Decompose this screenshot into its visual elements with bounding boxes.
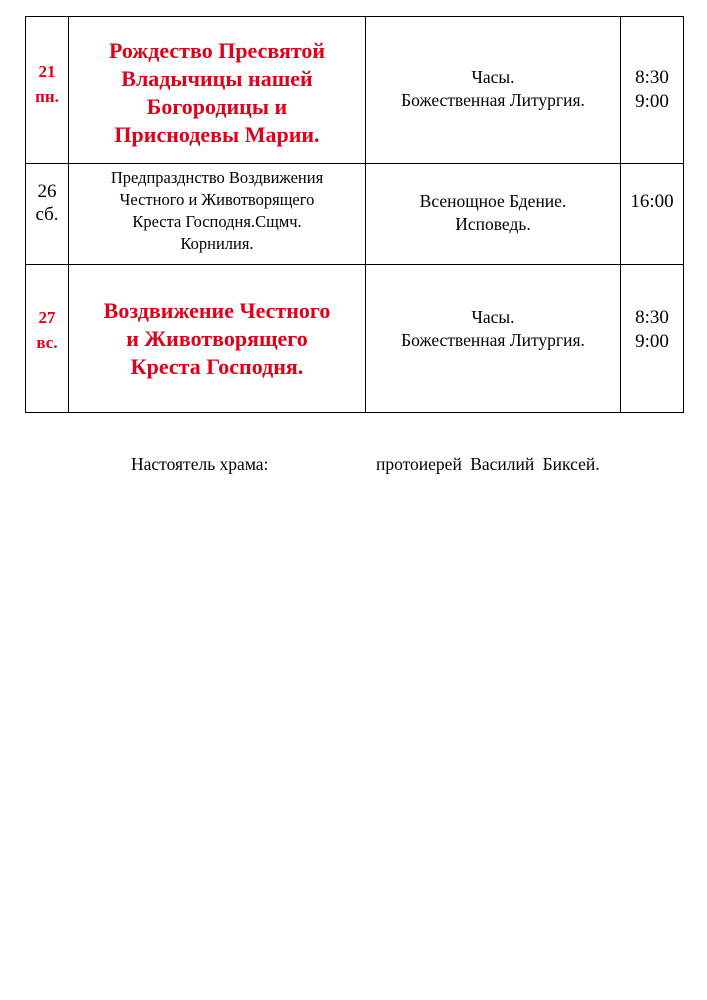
date-cell <box>26 164 69 265</box>
time-cell <box>621 164 684 265</box>
service-line: Часы. <box>471 307 515 327</box>
service-cell <box>366 164 621 265</box>
day-number: 27 <box>38 308 56 327</box>
service-cell <box>366 265 621 413</box>
feast-line: Владычицы нашей <box>121 66 313 91</box>
service-time: 9:00 <box>635 91 669 112</box>
day-number: 21 <box>38 62 56 81</box>
weekday: пн. <box>35 87 59 106</box>
service-line: Божественная Литургия. <box>401 330 585 350</box>
table-row <box>26 265 684 413</box>
service-line: Исповедь. <box>455 214 531 234</box>
service-cell <box>366 17 621 164</box>
feast-line: Корнилия. <box>180 234 254 253</box>
date-cell <box>26 265 69 413</box>
signature-block <box>0 454 707 480</box>
service-line: Всенощное Бдение. <box>419 191 567 211</box>
rector-name: протоиерей Василий Биксей. <box>376 454 600 474</box>
service-time: 9:00 <box>635 331 669 352</box>
feast-line: Воздвижение Честного <box>103 298 331 323</box>
rector-title: Настоятель храма: <box>131 454 269 474</box>
feast-line: Рождество Пресвятой <box>108 38 326 63</box>
time-cell <box>621 265 684 413</box>
feast-cell <box>69 17 366 164</box>
feast-line: Креста Господня. <box>130 354 304 379</box>
table-row <box>26 17 684 164</box>
feast-line: Приснодевы Марии. <box>114 122 320 147</box>
feast-line: Честного и Животворящего <box>119 190 315 209</box>
service-line: Часы. <box>471 67 515 87</box>
service-time: 8:30 <box>635 307 669 328</box>
service-schedule-table <box>25 16 684 413</box>
weekday: вс. <box>36 333 58 352</box>
day-number: 26 <box>37 181 57 202</box>
table-row <box>26 164 684 265</box>
service-time: 8:30 <box>635 67 669 88</box>
feast-line: Предпразднство Воздвижения <box>110 168 324 187</box>
service-time: 16:00 <box>630 191 674 212</box>
feast-cell <box>69 265 366 413</box>
date-cell <box>26 17 69 164</box>
weekday: сб. <box>35 204 59 225</box>
service-line: Божественная Литургия. <box>401 90 585 110</box>
time-cell <box>621 17 684 164</box>
feast-line: Богородицы и <box>146 94 288 119</box>
feast-line: и Животворящего <box>126 326 308 351</box>
feast-cell <box>69 164 366 265</box>
feast-line: Креста Господня.Сщмч. <box>132 212 302 231</box>
